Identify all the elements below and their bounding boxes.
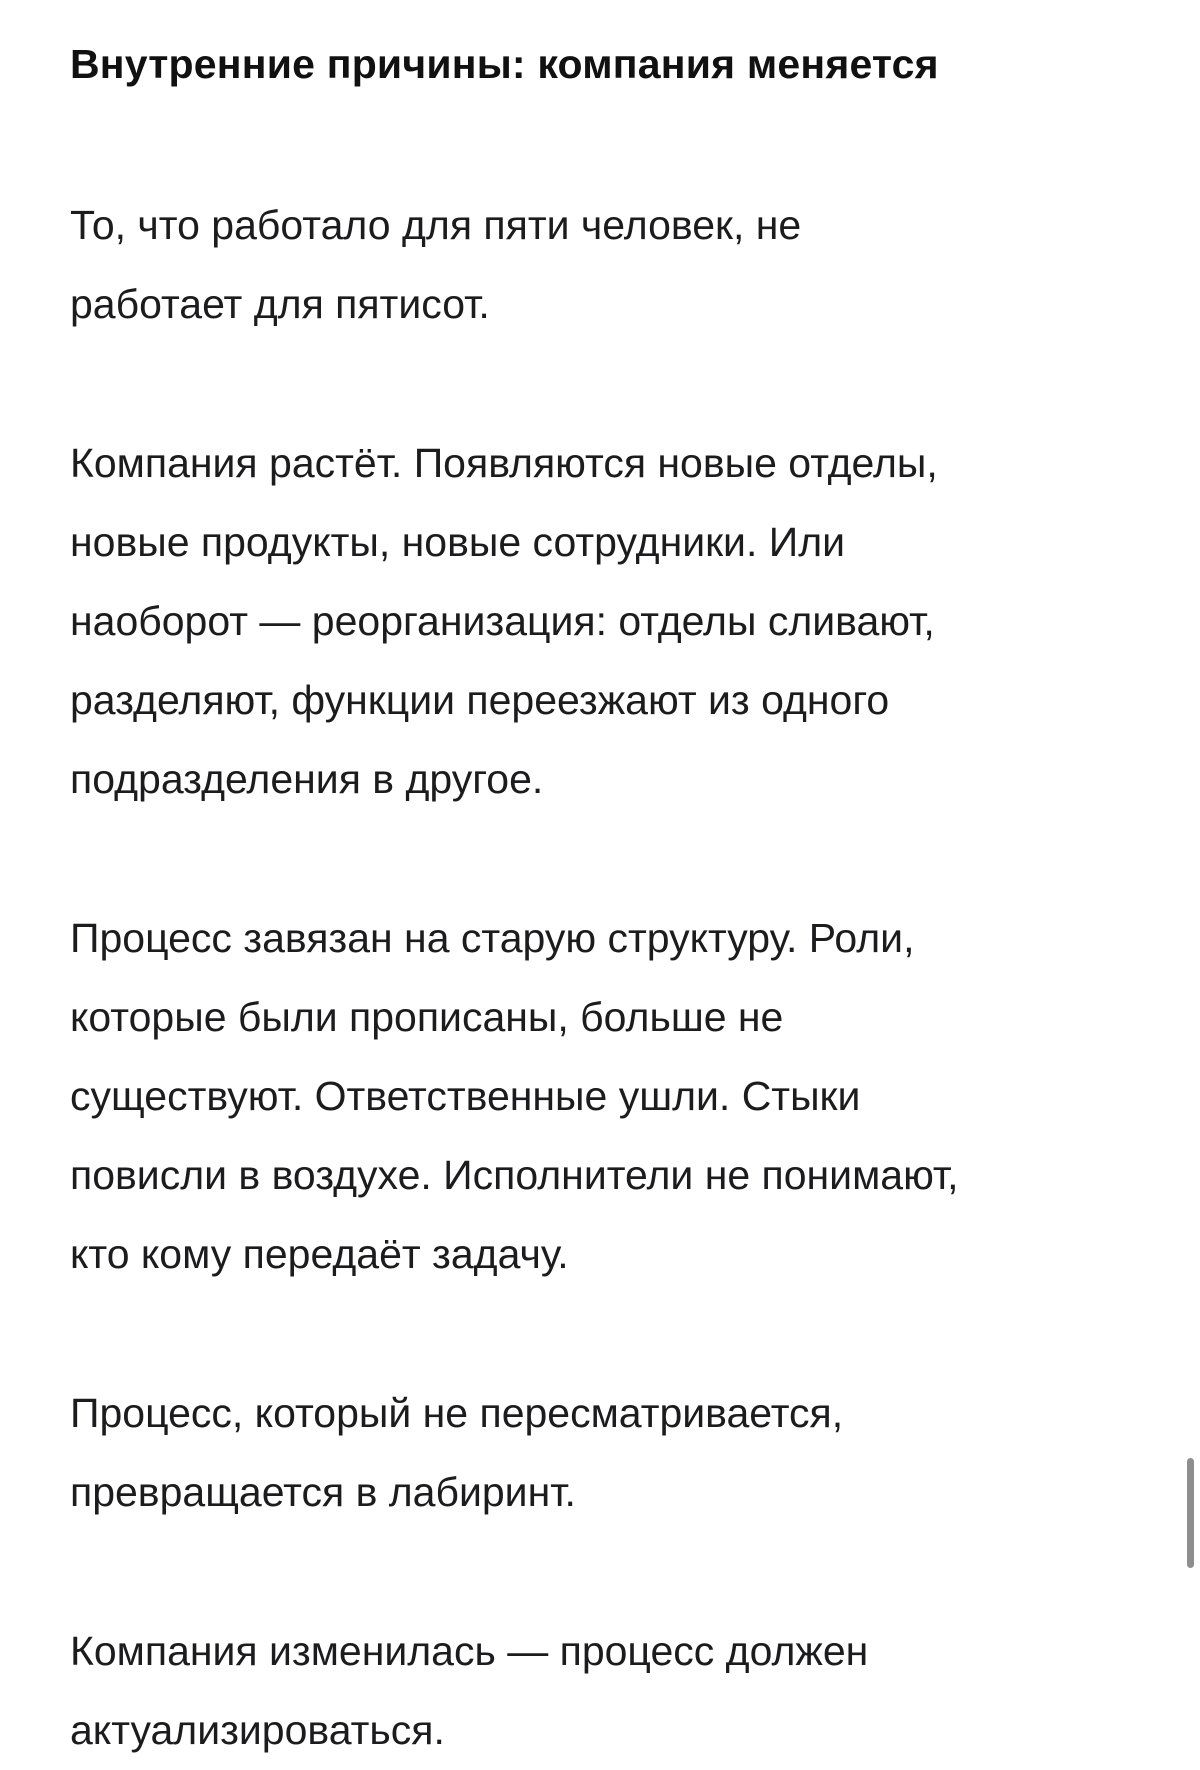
- paragraph-line: существуют. Ответственные ушли. Стыки: [70, 1073, 861, 1119]
- paragraph-line: разделяют, функции переезжают из одного: [70, 677, 890, 723]
- scrollbar[interactable]: [1187, 1458, 1194, 1568]
- paragraph-line: повисли в воздухе. Исполнители не понимают,: [70, 1152, 959, 1198]
- paragraph-line: То, что работало для пяти человек, не: [70, 202, 802, 248]
- paragraph: [70, 186, 1150, 344]
- paragraph: [70, 1374, 1150, 1532]
- paragraph-line: Компания растёт. Появляются новые отделы,: [70, 440, 938, 486]
- paragraph: [70, 1612, 1150, 1770]
- paragraph-line: Процесс завязан на старую структуру. Роли,: [70, 915, 915, 961]
- paragraph-line: работает для пятисот.: [70, 281, 490, 327]
- paragraph: [70, 899, 1150, 1294]
- paragraph-line: новые продукты, новые сотрудники. Или: [70, 519, 846, 565]
- paragraph-line: актуализироваться.: [70, 1707, 445, 1753]
- paragraph-line: которые были прописаны, больше не: [70, 994, 784, 1040]
- article-heading: Внутренние причины: компания меняется: [70, 41, 939, 87]
- paragraph-line: Компания изменилась — процесс должен: [70, 1628, 869, 1674]
- paragraph-line: Процесс, который не пересматривается,: [70, 1390, 844, 1436]
- paragraph-line: кто кому передаёт задачу.: [70, 1231, 569, 1277]
- paragraph-line: подразделения в другое.: [70, 756, 544, 802]
- paragraph-line: наоборот — реорганизация: отделы сливают,: [70, 598, 935, 644]
- article: [70, 36, 1150, 1770]
- paragraph: [70, 424, 1150, 819]
- paragraph-line: превращается в лабиринт.: [70, 1469, 576, 1515]
